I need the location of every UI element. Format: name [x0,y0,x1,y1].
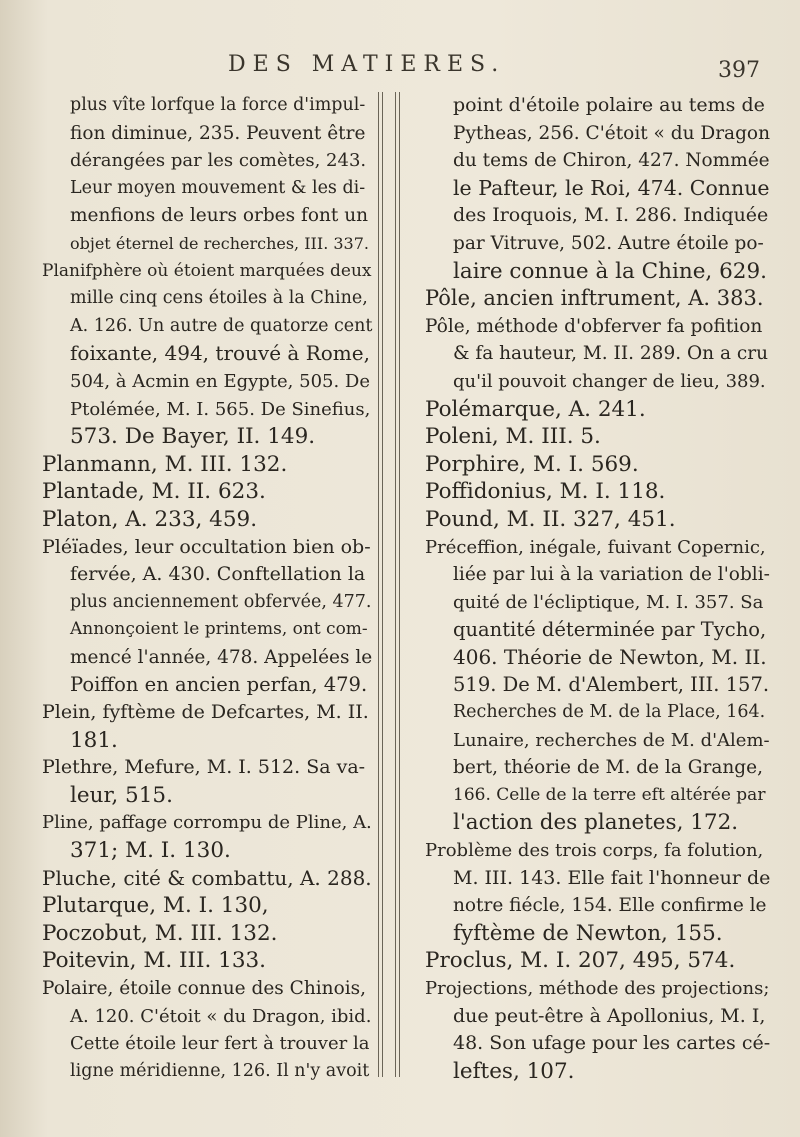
index-line: laire connue à la Chine, 629. [453,258,767,284]
index-line: ligne méridienne, 126. Il n'y avoit [70,1060,370,1081]
index-line: fervée, A. 430. Conftellation la [70,563,366,586]
index-line: Platon, A. 233, 459. [42,506,258,532]
index-line: quantité déterminée par Tycho, [453,618,767,642]
index-line: l'action des planetes, 172. [453,810,739,836]
index-line: Pytheas, 256. C'étoit « du Dragon [453,122,770,144]
index-line: mille cinq cens étoiles à la Chine, [70,288,368,309]
index-line: Leur moyen mouvement & les di- [70,177,366,198]
index-line: Porphire, M. I. 569. [425,451,639,477]
index-line: Planmann, M. III. 132. [42,451,288,477]
index-line: qu'il pouvoit changer de lieu, 389. [453,370,766,392]
index-line: du tems de Chiron, 427. Nommée [453,150,770,172]
index-line: leur, 515. [70,782,173,808]
page-number: 397 [718,58,760,83]
index-line: bert, théorie de M. de la Grange, [453,757,763,779]
index-line: 48. Son ufage pour les cartes cé- [453,1032,771,1055]
index-line: Pluche, cité & combattu, A. 288. [42,865,372,890]
column-divider-rule [395,92,400,1077]
index-line: Poffidonius, M. I. 118. [425,479,666,505]
index-line: Plein, fyftème de Defcartes, M. II. [42,701,369,724]
index-line: fyftème de Newton, 155. [453,920,723,946]
index-line: & fa hauteur, M. II. 289. On a cru [453,343,768,365]
index-line: Poleni, M. III. 5. [425,424,601,450]
index-line: Planifphère où étoient marquées deux [42,260,372,281]
index-line: Proclus, M. I. 207, 495, 574. [425,948,736,974]
page-header [200,48,760,88]
index-line: A. 120. C'étoit « du Dragon, ibid. [70,1005,372,1027]
index-line: due peut-être à Apollonius, M. I, [453,1004,766,1027]
left-index-column [42,92,372,1085]
index-line: M. III. 143. Elle fait l'honneur de [453,866,771,889]
index-line: 573. De Bayer, II. 149. [70,424,316,450]
index-line: A. 126. Un autre de quatorze cent [70,315,373,336]
index-line: 519. De M. d'Alembert, III. 157. [453,673,770,697]
index-line: 166. Celle de la terre eft altérée par [453,784,766,805]
index-line: fion diminue, 235. Peuvent être [70,122,366,144]
index-line: 504, à Acmin en Egypte, 505. De [70,370,371,392]
index-line: Plethre, Mefure, M. I. 512. Sa va- [42,756,366,779]
index-line: Plantade, M. II. 623. [42,479,266,505]
index-line: foixante, 494, trouvé à Rome, [70,341,370,366]
index-line: leftes, 107. [453,1058,575,1084]
index-line: Lunaire, recherches de M. d'Alem- [453,729,770,751]
running-head: DES MATIERES. [228,52,506,77]
index-line: Recherches de M. de la Place, 164. [453,702,766,723]
index-line: Pléïades, leur occultation bien ob- [42,535,371,558]
index-line: Préceffion, inégale, fuivant Copernic, [425,536,766,558]
index-line: Pound, M. II. 327, 451. [425,506,676,532]
index-line: Poiffon en ancien perfan, 479. [70,673,368,697]
index-line: 181. [70,727,118,753]
index-line: objet éternel de recherches, III. 337. [70,233,369,253]
index-line: mencé l'année, 478. Appelées le [70,646,373,668]
index-line: Poitevin, M. III. 133. [42,948,267,974]
index-line: Pôle, méthode d'obferver fa pofition [425,315,763,337]
index-line: point d'étoile polaire au tems de [453,94,765,116]
index-line: le Pafteur, le Roi, 474. Connue [453,175,770,200]
column-divider-rule [378,92,383,1077]
index-line: Polémarque, A. 241. [425,396,646,422]
index-line: 371; M. I. 130. [70,838,231,864]
index-line: liée par lui à la variation de l'obli- [453,564,770,586]
index-line: des Iroquois, M. I. 286. Indiquée [453,204,769,227]
index-line: Polaire, étoile connue des Chinois, [42,978,367,999]
index-line: Poczobut, M. III. 132. [42,920,278,946]
index-line: Cette étoile leur fert à trouver la [70,1033,370,1055]
right-index-column [425,92,770,1085]
index-line: notre fiécle, 154. Elle confirme le [453,895,767,917]
index-line: 406. Théorie de Newton, M. II. [453,644,767,669]
index-line: par Vitruve, 502. Autre étoile po- [453,232,764,254]
index-line: Annonçoient le printems, ont com- [70,619,368,640]
index-line: Projections, méthode des projections; [425,978,770,999]
index-line: quité de l'écliptique, M. I. 357. Sa [453,591,764,613]
index-line: Ptolémée, M. I. 565. De Sinefius, [70,398,371,420]
index-line: Pôle, ancien inftrument, A. 383. [425,286,764,311]
index-line: Pline, paffage corrompu de Pline, A. [42,812,372,834]
index-line: plus vîte lorfque la force d'impul- [70,95,366,115]
index-line: Plutarque, M. I. 130, [42,893,269,919]
index-line: dérangées par les comètes, 243. [70,150,367,172]
index-line: menfions de leurs orbes font un [70,205,369,227]
index-line: plus anciennement obfervée, 477. [70,591,372,612]
index-line: Problème des trois corps, fa folution, [425,840,764,862]
